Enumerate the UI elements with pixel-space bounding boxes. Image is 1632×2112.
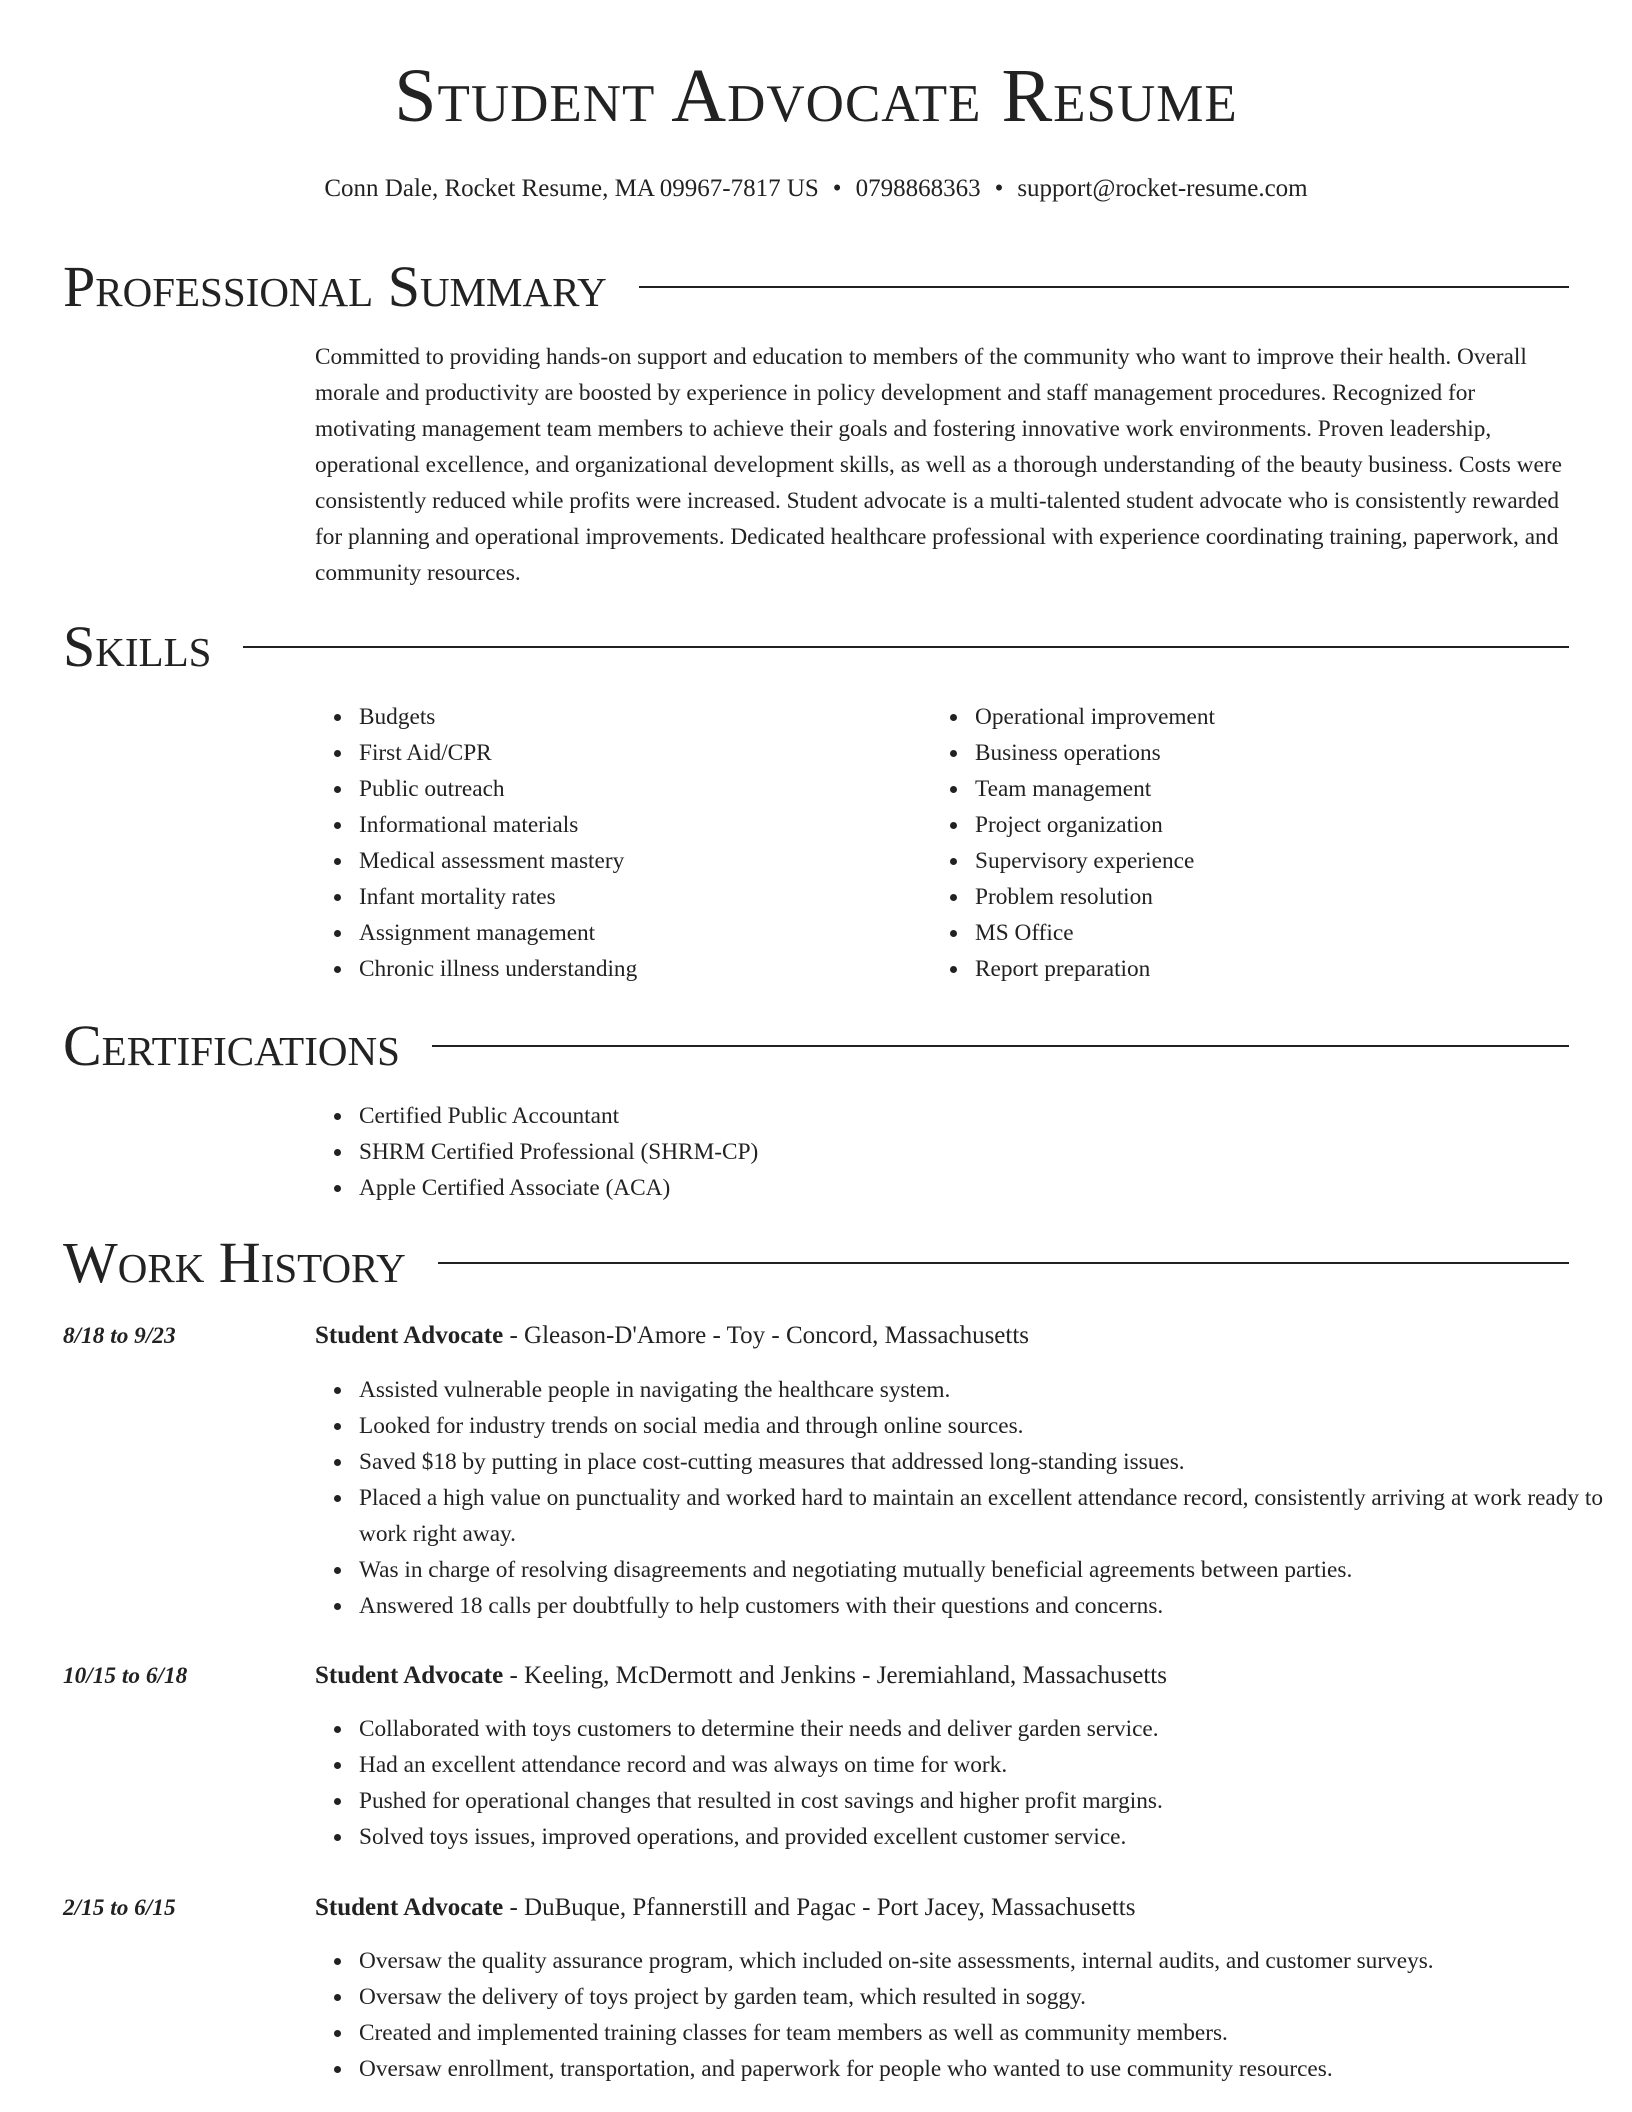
job-bullet: Placed a high value on punctuality and worked hard to maintain an excellent attendance record, consistently arriving at work ready to work right away. — [359, 1480, 1621, 1552]
skills-heading: Skills — [63, 614, 212, 679]
section-divider — [639, 286, 1569, 288]
skill-item: Problem resolution — [975, 879, 1575, 915]
job-title: Student Advocate — [315, 1322, 504, 1349]
skill-item: Budgets — [359, 699, 959, 735]
job-heading — [315, 1318, 1577, 1354]
job-bullet: Was in charge of resolving disagreements and negotiating mutually beneficial agreements between parties. — [359, 1552, 1621, 1588]
skill-item: Team management — [975, 771, 1575, 807]
job-heading — [315, 1658, 1577, 1694]
job-bullet: Pushed for operational changes that resulted in cost savings and higher profit margins. — [359, 1783, 1621, 1819]
job-bullet: Oversaw the quality assurance program, which included on-site assessments, internal audits, and customer surveys. — [359, 1943, 1621, 1979]
job-bullet: Oversaw enrollment, transportation, and paperwork for people who wanted to use community resources. — [359, 2051, 1621, 2087]
work-heading: Work History — [63, 1230, 406, 1295]
skills-list-right — [931, 699, 1575, 987]
summary-section-header — [63, 254, 1569, 319]
skill-item: Assignment management — [359, 915, 959, 951]
job-employer: - Keeling, McDermott and Jenkins - Jeremiahland, Massachusetts — [503, 1662, 1167, 1689]
job-bullet: Assisted vulnerable people in navigating the healthcare system. — [359, 1372, 1621, 1408]
contact-phone: 0798868363 — [855, 175, 981, 202]
skill-item: Medical assessment mastery — [359, 843, 959, 879]
contact-line — [0, 176, 1632, 201]
summary-heading: Professional Summary — [63, 254, 607, 319]
job-title: Student Advocate — [315, 1894, 504, 1921]
job-bullet: Saved $18 by putting in place cost-cutting measures that addressed long-standing issues. — [359, 1444, 1621, 1480]
skill-item: Chronic illness understanding — [359, 951, 959, 987]
job-bullet: Oversaw the delivery of toys project by garden team, which resulted in soggy. — [359, 1979, 1621, 2015]
certifications-section-header — [63, 1013, 1569, 1078]
skill-item: Operational improvement — [975, 699, 1575, 735]
skill-item: Business operations — [975, 735, 1575, 771]
skill-item: MS Office — [975, 915, 1575, 951]
job-dates: 2/15 to 6/15 — [63, 1895, 176, 1921]
job-bullet-list — [315, 1372, 1621, 1624]
job-bullet-list — [315, 1711, 1621, 1855]
skill-item: First Aid/CPR — [359, 735, 959, 771]
job-bullet: Solved toys issues, improved operations, and provided excellent customer service. — [359, 1819, 1621, 1855]
skill-item: Informational materials — [359, 807, 959, 843]
section-divider — [243, 646, 1569, 648]
job-bullet: Had an excellent attendance record and was always on time for work. — [359, 1747, 1621, 1783]
certification-item: Apple Certified Associate (ACA) — [359, 1170, 1559, 1206]
summary-text: Committed to providing hands-on support and education to members of the community who want to improve their health. Overall morale and productivity are boosted by experience in policy development and staff management procedures. Recognized for motivating management team members to achieve their goals and fostering innovative work environments. Proven leadership, operational excellence, and organizational development skills, as well as a thorough understanding of the beauty business. Costs were consistently reduced while profits were increased. Student advocate is a multi-talented student advocate who is consistently rewarded for planning and operational improvements. Dedicated healthcare professional with experience coordinating training, paperwork, and community resources. — [315, 344, 1562, 586]
job-dates: 10/15 to 6/18 — [63, 1663, 188, 1689]
contact-separator: • — [994, 175, 1004, 202]
skills-section-header — [63, 614, 1569, 679]
certification-item: Certified Public Accountant — [359, 1098, 1559, 1134]
certification-item: SHRM Certified Professional (SHRM-CP) — [359, 1134, 1559, 1170]
section-divider — [438, 1262, 1569, 1264]
certifications-list — [315, 1098, 1559, 1206]
job-title: Student Advocate — [315, 1662, 504, 1689]
job-employer: - Gleason-D'Amore - Toy - Concord, Massachusetts — [503, 1322, 1030, 1349]
skill-item: Supervisory experience — [975, 843, 1575, 879]
contact-email[interactable]: support@rocket-resume.com — [1017, 175, 1308, 202]
job-heading — [315, 1890, 1577, 1926]
job-employer: - DuBuque, Pfannerstill and Pagac - Port Jacey, Massachusetts — [503, 1894, 1136, 1921]
contact-address: Conn Dale, Rocket Resume, MA 09967-7817 US — [324, 175, 819, 202]
section-divider — [432, 1045, 1569, 1047]
skill-item: Infant mortality rates — [359, 879, 959, 915]
job-bullet: Created and implemented training classes for team members as well as community members. — [359, 2015, 1621, 2051]
work-section-header — [63, 1230, 1569, 1295]
contact-separator: • — [832, 175, 842, 202]
skills-list-left — [315, 699, 959, 987]
certifications-heading: Certifications — [63, 1013, 400, 1078]
job-bullet-list — [315, 1943, 1621, 2087]
skill-item: Public outreach — [359, 771, 959, 807]
job-bullet: Looked for industry trends on social media and through online sources. — [359, 1408, 1621, 1444]
job-bullet: Answered 18 calls per doubtfully to help customers with their questions and concerns. — [359, 1588, 1621, 1624]
skill-item: Report preparation — [975, 951, 1575, 987]
job-dates: 8/18 to 9/23 — [63, 1323, 176, 1349]
skill-item: Project organization — [975, 807, 1575, 843]
job-bullet: Collaborated with toys customers to determine their needs and deliver garden service. — [359, 1711, 1621, 1747]
page-title: Student Advocate Resume — [394, 54, 1238, 138]
